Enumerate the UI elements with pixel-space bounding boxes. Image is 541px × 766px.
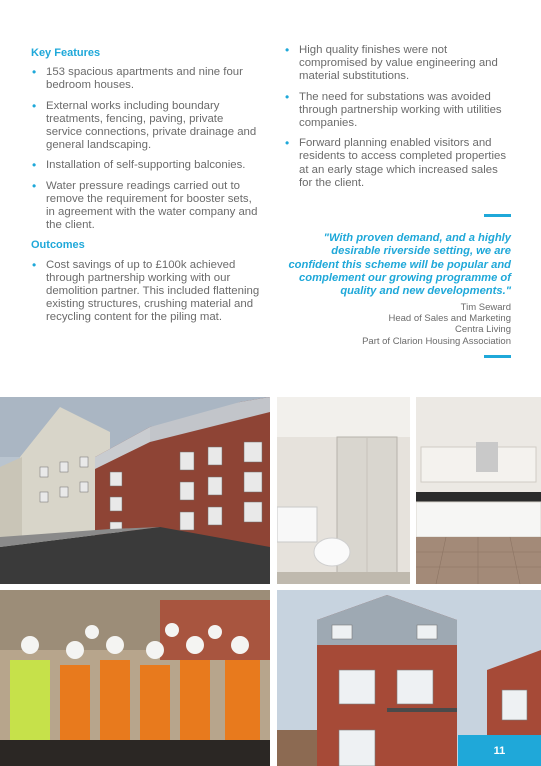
kitchen-photo <box>416 397 541 584</box>
key-features-heading: Key Features <box>31 47 101 59</box>
key-features-list <box>31 66 261 232</box>
outcomes-heading: Outcomes <box>31 239 85 252</box>
list-item: • Installation of self-supporting balconies. <box>32 158 246 173</box>
quote-divider-bottom <box>484 355 511 358</box>
testimonial-company: Centra Living <box>455 324 511 336</box>
bullet-icon: • <box>32 98 37 113</box>
bullet-icon: • <box>285 136 290 151</box>
bullet-icon: • <box>32 257 37 272</box>
left-column <box>31 44 261 332</box>
testimonial-quote: "With proven demand, and a highly desirable riverside setting, we are confident this scheme will be popular and complement our growing programme of quality and new developments." <box>288 232 511 298</box>
testimonial-name: Tim Seward <box>460 302 511 313</box>
testimonial-role: Head of Sales and Marketing <box>388 313 511 325</box>
testimonial-parent: Part of Clarion Housing Association <box>362 335 511 347</box>
bullet-icon: • <box>285 89 290 104</box>
list-item: • High quality finishes were not compromised by value engineering and material substitutions. <box>285 43 498 83</box>
bullet-icon: • <box>32 178 37 193</box>
page-number-tab <box>458 735 541 766</box>
apartment-block-photo <box>0 397 270 584</box>
right-bullet-list <box>284 44 512 190</box>
right-column <box>284 44 512 197</box>
list-item: • 153 spacious apartments and nine four bedroom houses. <box>32 65 243 92</box>
bullet-icon: • <box>285 43 290 57</box>
page-number: 11 <box>493 744 506 757</box>
testimonial-attribution <box>284 302 511 347</box>
list-item: • External works including boundary treatments, fencing, paving, private service connections, private drainage and general landscaping. <box>32 98 257 152</box>
list-item: • Forward planning enabled visitors and residents to access completed properties at an early stage which increased sales for the client. <box>285 136 507 189</box>
bullet-icon: • <box>32 65 37 80</box>
list-item: • Water pressure readings carried out to remove the requirement for booster sets, in agreement with the water company and the client. <box>32 178 258 232</box>
construction-team-photo <box>0 590 270 766</box>
outcomes-list <box>31 259 261 325</box>
list-item: • Cost savings of up to £100k achieved through partnership working with our demolition partner. This included flattening existing structures, crushing material and recycling content for the piling mat. <box>32 257 260 324</box>
quote-divider-top <box>484 214 511 217</box>
bullet-icon: • <box>32 158 37 173</box>
bathroom-photo <box>277 397 410 584</box>
list-item: • The need for substations was avoided through partnership working with utilities companies. <box>285 89 502 130</box>
